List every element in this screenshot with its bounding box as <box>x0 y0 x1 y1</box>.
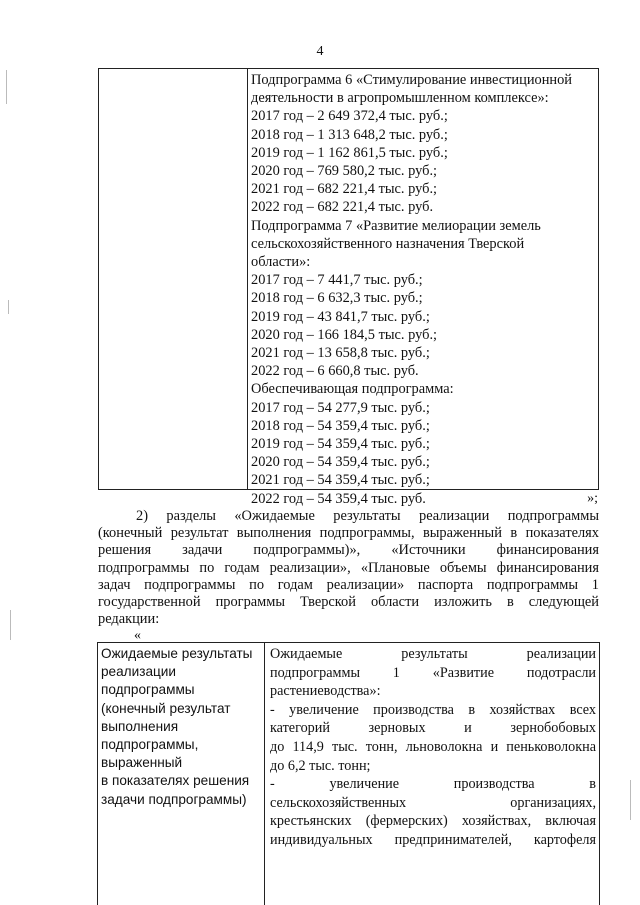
result-line: Ожидаемые результаты реализации <box>270 646 596 662</box>
closing-quote: »; <box>587 491 598 506</box>
paragraph-line: (конечный результат выполнения подпрограммы, выраженный в показателях <box>98 525 599 542</box>
result-line: до 6,2 тыс. тонн; <box>270 757 371 774</box>
financing-line: 2021 год – 682 221,4 тыс. руб.; <box>251 181 438 198</box>
financing-table-value-cell <box>251 71 594 508</box>
label-line: реализации <box>101 664 176 680</box>
result-line: сельскохозяйственных организациях, <box>270 794 596 811</box>
result-line: - увеличение производства в <box>270 776 596 793</box>
label-line: Ожидаемые результаты <box>101 646 253 661</box>
financing-line: 2017 год – 2 649 372,4 тыс. руб.; <box>251 108 448 125</box>
result-line: категорий зерновых и зернобобовых <box>270 720 596 737</box>
amendment-paragraph <box>98 508 599 628</box>
financing-line: Обеспечивающая подпрограмма: <box>251 381 454 398</box>
label-line: в показателях решения <box>101 773 250 789</box>
results-table <box>97 642 600 905</box>
opening-quote: « <box>134 628 141 643</box>
financing-line: 2018 год – 6 632,3 тыс. руб.; <box>251 290 423 307</box>
left-margin-mark-2 <box>8 300 9 314</box>
label-line: выраженный <box>101 755 183 771</box>
financing-line: деятельности в агропромышленном комплексе»: <box>251 90 549 107</box>
paragraph-line: 2) разделы «Ожидаемые результаты реализации подпрограммы <box>136 508 599 524</box>
financing-line: 2022 год – 6 660,8 тыс. руб. <box>251 363 419 380</box>
financing-line: сельскохозяйственного назначения Тверской <box>251 235 525 252</box>
result-line: до 114,9 тыс. тонн, льноволокна и пеньковолокна <box>270 738 596 755</box>
label-line: (конечный результат <box>101 700 231 716</box>
financing-line: 2022 год – 682 221,4 тыс. руб. <box>251 199 434 216</box>
paragraph-line: решения задачи подпрограммы)», «Источники финансирования <box>98 542 599 559</box>
label-line: выполнения <box>101 718 179 734</box>
page-number: 4 <box>316 44 324 59</box>
financing-line: 2019 год – 43 841,7 тыс. руб.; <box>251 308 430 325</box>
financing-line: 2020 год – 769 580,2 тыс. руб.; <box>251 163 438 180</box>
result-line: подпрограммы 1 «Развитие подотрасли <box>270 664 596 681</box>
result-line: растениеводства»: <box>270 683 381 700</box>
financing-line: 2022 год – 54 359,4 тыс. руб. <box>251 490 426 507</box>
financing-line: 2019 год – 54 359,4 тыс. руб.; <box>251 436 430 453</box>
financing-line: 2021 год – 13 658,8 тыс. руб.; <box>251 345 430 362</box>
label-line: подпрограммы, <box>101 737 199 753</box>
financing-line: 2021 год – 54 359,4 тыс. руб.; <box>251 472 430 489</box>
paragraph-line: государственной программы Тверской области изложить в следующей <box>98 594 599 611</box>
left-margin-mark-1 <box>6 70 7 104</box>
right-margin-mark <box>630 780 631 820</box>
left-margin-mark-3 <box>10 610 11 640</box>
financing-line: Подпрограмма 7 «Развитие мелиорации земель <box>251 217 541 234</box>
financing-line: Подпрограмма 6 «Стимулирование инвестиционной <box>251 72 573 88</box>
financing-line: 2017 год – 7 441,7 тыс. руб.; <box>251 272 423 289</box>
result-line: крестьянских (фермерских) хозяйствах, включая <box>270 813 596 830</box>
results-table-value <box>270 645 596 850</box>
financing-line: 2018 год – 1 313 648,2 тыс. руб.; <box>251 126 448 143</box>
label-line: задачи подпрограммы) <box>101 791 247 807</box>
result-line: индивидуальных предпринимателей, картофеля <box>270 831 596 848</box>
financing-line: 2020 год – 54 359,4 тыс. руб.; <box>251 454 430 471</box>
financing-line: 2018 год – 54 359,4 тыс. руб.; <box>251 417 430 434</box>
financing-table <box>98 68 599 507</box>
label-line: подпрограммы <box>101 682 195 698</box>
paragraph-line: редакции: <box>98 611 160 628</box>
financing-line: 2020 год – 166 184,5 тыс. руб.; <box>251 326 438 343</box>
result-line: - увеличение производства в хозяйствах всех <box>270 701 596 718</box>
financing-line: 2017 год – 54 277,9 тыс. руб.; <box>251 399 430 416</box>
paragraph-line: задач подпрограммы по годам реализации» паспорта подпрограммы 1 <box>98 576 599 593</box>
paragraph-line: подпрограммы по годам реализации», «Плановые объемы финансирования <box>98 559 599 576</box>
financing-table-label-cell <box>99 69 248 489</box>
financing-line: области»: <box>251 254 311 271</box>
financing-line: 2019 год – 1 162 861,5 тыс. руб.; <box>251 144 448 161</box>
results-table-label <box>101 645 261 809</box>
